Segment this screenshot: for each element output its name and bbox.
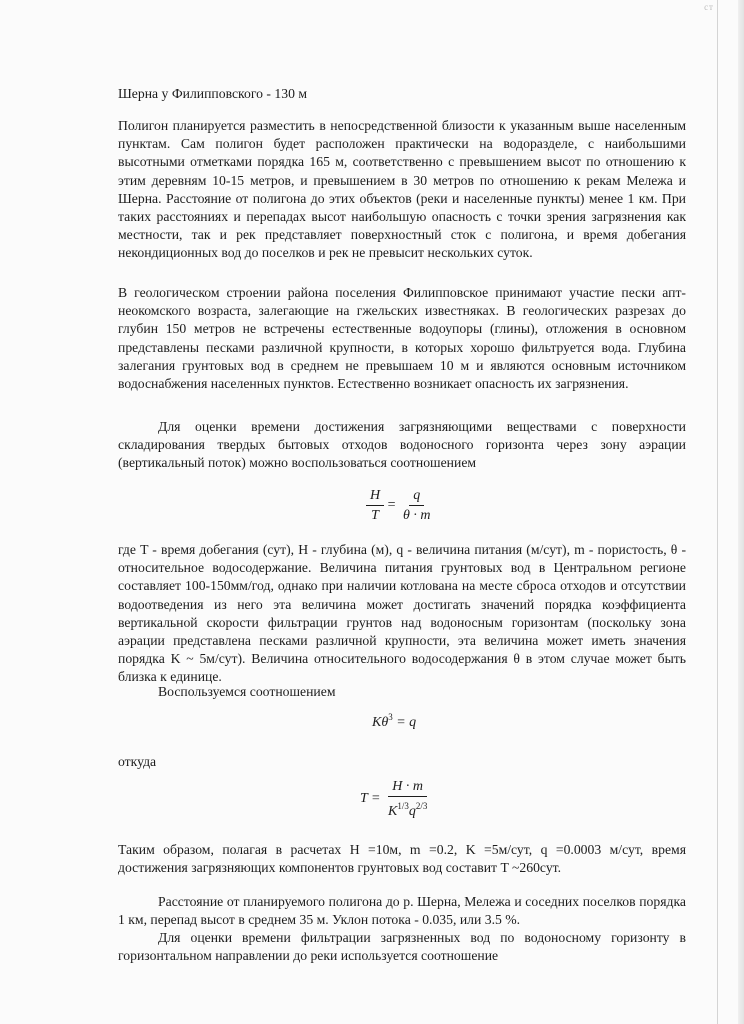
formula-t-result: T = $\frac{H \cdot m}{K^{1/3}q^{2/3}}$ bbox=[360, 778, 431, 820]
paragraph-text: Расстояние от планируемого полигона до р. Шерна, Мележа и соседних поселков порядка 1 км, перепад высот в среднем 35 м. Уклон потока - 0.035, или 3.5 %. bbox=[118, 894, 686, 928]
paragraph-text: Полигон планируется разместить в непосредственной близости к указанным выше населенным пунктам. Сам полигон будет расположен практически на водоразделе, с наибольшими высотными отметками порядка 165 м, соответственно с превышением высот по отношению к этим деревням 10-15 метров, и превышением в 30 метров по отношению к рекам Мележа и Шерна. Расстояние от полигона до этих объектов (реки и населенные пункты) менее 1 км. При таких расстояниях и перепадах высот наибольшую опасность с точки зрения загрязнения как местности, так и рек представляет поверхностный сток с полигона, и время добегания некондиционных вод до поселков и рек не превысит нескольких суток. bbox=[118, 118, 686, 261]
paragraph-variables bbox=[118, 541, 686, 687]
fraction-t: $\frac{H \cdot m}{K^{1/3}q^{2/3}}$ bbox=[387, 779, 428, 819]
paragraph-whence bbox=[118, 753, 686, 771]
paragraph-use-relation bbox=[118, 683, 686, 701]
corner-mark: ст bbox=[704, 2, 714, 12]
page-edge-shadow bbox=[738, 0, 744, 1024]
paragraph-text: где T - время добегания (сут), H - глубина (м), q - величина питания (м/сут), m - пористость, θ - относительное водосодержание. Величина питания грунтовых вод в Центральном регионе составляет 100-150мм/год, однако при наличии котлована на месте сброса отходов и отсутствии водоотведения из него эта величина может достигать значений порядка коэффициента вертикальной скорости фильтрации грунтов над водоносным горизонтам (поскольку зона аэрации представлена песками различной крупности, эта величина может иметь значения порядка K ~ 5м/сут). Величина относительного водосодержания θ в этом случае может быть близка к единице. bbox=[118, 542, 686, 685]
paragraph-calculation bbox=[118, 841, 686, 877]
fraction-rhs: $\frac{q}{\theta \cdot m}$ bbox=[403, 488, 431, 523]
paragraph-landfill-location bbox=[118, 117, 686, 263]
page-edge-line bbox=[717, 0, 718, 1024]
paragraph-geology bbox=[118, 284, 686, 393]
paragraph-text: Для оценки времени фильтрации загрязненных вод по водоносному горизонту в горизонтальном направлении до реки используется соотношение bbox=[118, 930, 686, 964]
fraction-lhs: $\frac{H}{T}$ bbox=[366, 487, 384, 524]
formula-k-theta: $K\theta^3 = q$ bbox=[372, 712, 417, 730]
paragraph-horizontal-filtration bbox=[118, 929, 686, 965]
paragraph-text: Воспользуемся соотношением bbox=[158, 684, 336, 699]
paragraph-text: откуда bbox=[118, 754, 157, 769]
formula-h-over-t: $\frac{H}{T}$ = $\frac{q}{\theta \cdot m}$ bbox=[366, 487, 435, 524]
paragraph-aeration-intro bbox=[118, 418, 686, 473]
paragraph-distance bbox=[118, 893, 686, 929]
paragraph-text: Таким образом, полагая в расчетах H =10м, m =0.2, K =5м/сут, q =0.0003 м/сут, время достижения загрязняющих компонентов грунтовых вод составит T ~260сут. bbox=[118, 842, 686, 876]
page-heading: Шерна у Филипповского - 130 м bbox=[118, 86, 307, 101]
paragraph-text: В геологическом строении района поселения Филипповское принимают участие пески апт-неокомского возраста, залегающие на гжельских известняках. В геологических разрезах до глубин 150 метров не встречены естественные водоупоры (глины), отложения в основном представлены песками различной крупности, в которых хорошо фильтруется вода. Глубина залегания грунтовых вод в среднем не превышаем 10 м и являются основным источником водоснабжения населенных пунктов. Естественно возникает опасность их загрязнения. bbox=[118, 285, 686, 392]
paragraph-text: Для оценки времени достижения загрязняющими веществами с поверхности складирования твердых бытовых отходов водоносного горизонта через зону аэрации (вертикальный поток) можно воспользоваться соотношением bbox=[118, 419, 686, 471]
